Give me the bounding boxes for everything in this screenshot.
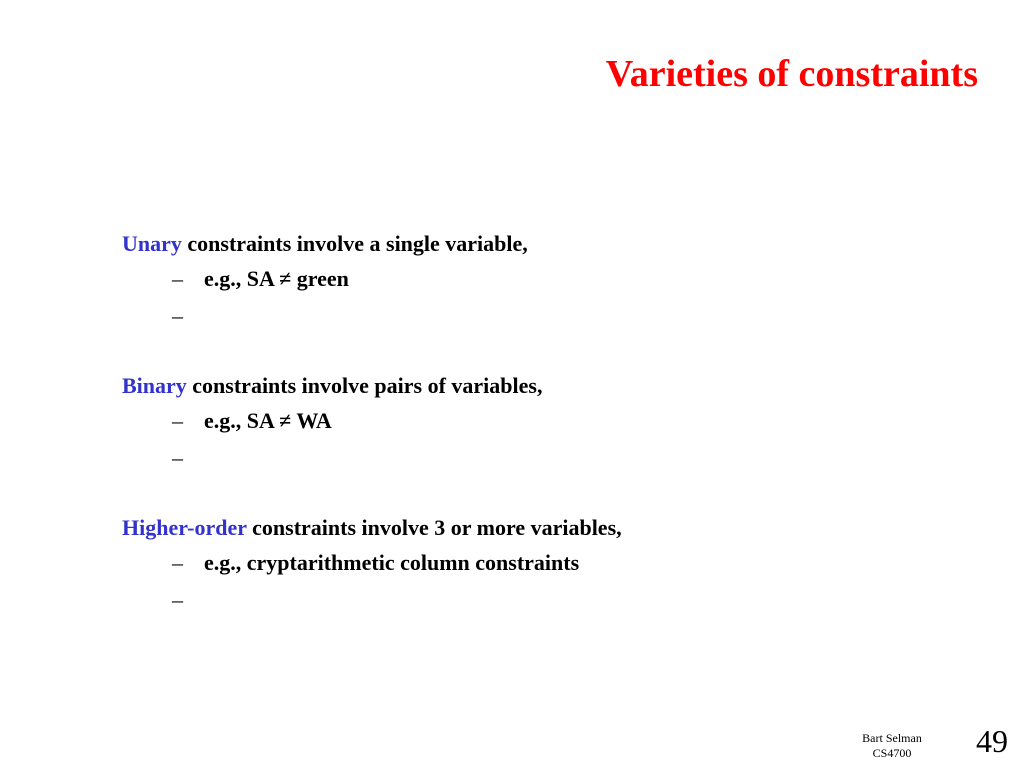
bullet-item: [122, 370, 942, 402]
slide-title: Varieties of constraints: [605, 53, 978, 95]
dash-bullet: –: [172, 445, 183, 470]
bullet-keyword: Unary: [122, 231, 182, 256]
bullet-text: constraints involve pairs of variables,: [186, 373, 543, 398]
bullet-text: constraints involve 3 or more variables,: [246, 515, 622, 540]
bullet-group-unary: [122, 228, 942, 334]
bullet-text: constraints involve a single variable,: [181, 231, 528, 256]
bullet-item: [122, 512, 942, 544]
bullet-keyword: Higher-order: [122, 515, 247, 540]
dash-bullet: –: [172, 587, 183, 612]
bullet-group-higher-order: [122, 512, 942, 618]
dash-bullet: –: [172, 303, 183, 328]
page-number: 49: [976, 723, 1008, 759]
dash-bullet: –: [172, 550, 183, 575]
dash-bullet: –: [172, 408, 183, 433]
sub-bullet-item: [122, 581, 942, 618]
footer-credit: [848, 731, 936, 761]
dash-bullet: –: [172, 266, 183, 291]
sub-bullet-text: e.g., SA ≠ green: [204, 266, 349, 291]
sub-bullet-item: [122, 260, 942, 297]
sub-bullet-item: [122, 402, 942, 439]
sub-bullet-item: [122, 439, 942, 476]
sub-bullet-item: [122, 297, 942, 334]
bullet-item: [122, 228, 942, 260]
sub-bullet-text: e.g., SA ≠ WA: [204, 408, 332, 433]
sub-bullet-item: [122, 544, 942, 581]
sub-bullet-text: e.g., cryptarithmetic column constraints: [204, 550, 580, 575]
footer-course: CS4700: [872, 746, 912, 760]
bullet-list: [122, 228, 942, 654]
bullet-keyword: Binary: [122, 373, 187, 398]
bullet-group-binary: [122, 370, 942, 476]
footer-author: Bart Selman: [862, 731, 922, 745]
